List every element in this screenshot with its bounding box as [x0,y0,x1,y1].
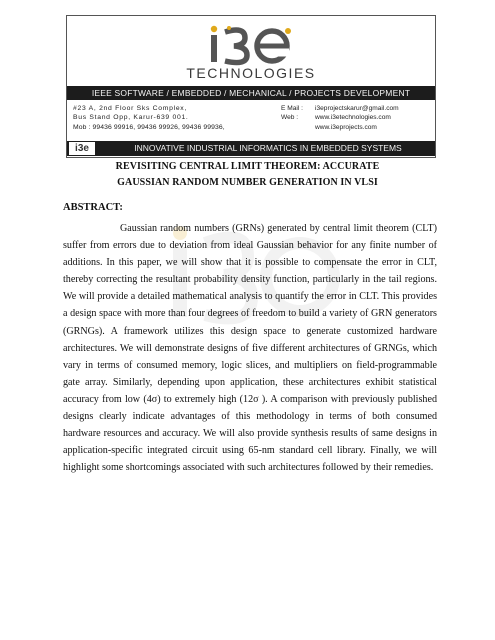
email-label: E Mail : [281,105,303,112]
abstract-heading: ABSTRACT: [63,202,123,213]
web-link-1[interactable]: www.i3etechnologies.com [315,114,391,122]
tagline-banner [67,141,435,156]
address-line-3: Mob : 99436 99916, 99436 99926, 99436 99936, [73,123,225,131]
mini-logo: i3e [69,142,95,155]
paper-title-line-1: REVISITING CENTRAL LIMIT THEOREM: ACCURATE [115,161,380,172]
address-line-2: Bus Stand Opp, Karur-639 001. [73,114,189,122]
tagline-text: INNOVATIVE INDUSTRIAL INFORMATICS IN EMBEDDED SYSTEMS [134,143,402,153]
email-value[interactable]: i3eprojectskarur@gmail.com [315,105,399,112]
company-name: TECHNOLOGIES [186,65,316,81]
services-banner: IEEE SOFTWARE / EMBEDDED / MECHANICAL / PROJECTS DEVELOPMENT [67,86,435,100]
web-link-2[interactable]: www.i3eprojects.com [315,123,377,131]
i3e-logo-icon [205,22,297,66]
address-block [73,104,225,132]
address-line-1: #23 A, 2nd Floor Sks Complex, [73,105,187,112]
web-label: Web : [281,114,299,122]
company-logo [67,16,435,84]
paper-title-line-2: GAUSSIAN RANDOM NUMBER GENERATION IN VLSI [117,177,378,188]
abstract-body: Gaussian random numbers (GRNs) generated by central limit theorem (CLT) suffer from errors due to deviation from ideal Gaussian behavior for any finite number of additions. In this paper, we will show that it is possible to compensate the error in CLT, thereby correcting the resultant probability density function, particularly in the tail regions. We will provide a detailed mathematical analysis to quantify the error in CLT. This provides a design space with more than four degrees of freedom to build a variety of GRN generators (GRNGs). A framework utilizes this design space to generate customized hardware architectures. We will demonstrate designs of five different architectures of GRNGs, which vary in terms of consumed memory, logic slices, and multipliers on field-programmable gate array. Similarly, depending upon application, these architectures exhibit statistical accuracy from low (4σ) to extremely high (12σ ). A comparison with previously published designs clearly indicate advantages of this methodology in terms of both consumed hardware resources and accuracy. We will also provide synthesis results of same designs in application-specific integrated circuit using 65-nm standard cell library. Finally, we will highlight some shortcomings associated with such architectures followed by their remedies. [63,223,437,474]
letterhead [66,15,436,158]
contact-block [281,104,399,132]
